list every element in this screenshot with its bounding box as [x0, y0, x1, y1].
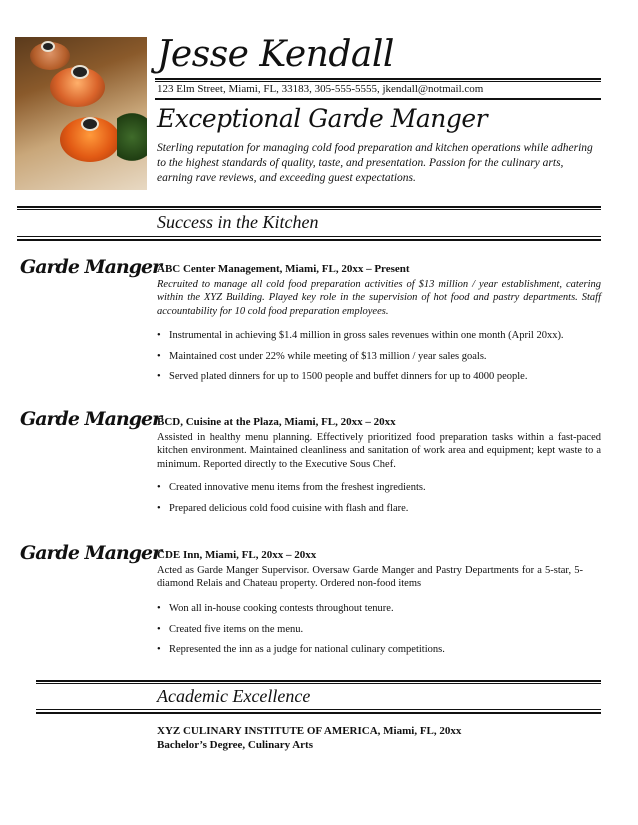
contact-info: 123 Elm Street, Miami, FL, 33183, 305-555-5555, jkendall@notmail.com: [157, 83, 484, 95]
job-heading: CDE Inn, Miami, FL, 20xx – 20xx: [157, 549, 317, 561]
list-item: • Represented the inn as a judge for national culinary competitions.: [157, 644, 445, 655]
job-bullets: [157, 329, 607, 391]
summary: Sterling reputation for managing cold food preparation and kitchen operations while adhering to the highest standards of quality, taste, and presentation. Passion for the culinary arts, earning rave reviews, and exceeding guest expectations.: [157, 142, 593, 184]
section-top-rule-thin: [17, 209, 601, 210]
list-item: • Created five items on the menu.: [157, 623, 304, 635]
job-description: Assisted in healthy menu planning. Effectively prioritized food preparation tasks within a fast-paced kitchen environment. Maintained cleanliness and sanitation of work area and equipment; kept waste to a minimum. Reported directly to the Executive Sous Chef.: [157, 432, 601, 470]
job-description: Acted as Garde Manger Supervisor. Oversaw Garde Manger and Pastry Departments for a 5-star, 5-diamond Relais and Chateau property. Ordered non-food items: [157, 565, 583, 590]
section-bottom-rule-thin: [36, 709, 601, 710]
job-title: Garde Manger: [20, 408, 162, 430]
header-food-photo: [15, 37, 147, 190]
list-item: • Served plated dinners for up to 1500 people and buffet dinners for up to 4000 people.: [157, 371, 528, 382]
education-degree: Bachelor’s Degree, Culinary Arts: [157, 739, 314, 751]
job-heading: ABC Center Management, Miami, FL, 20xx – Present: [157, 263, 410, 275]
section-bottom-rule: [36, 712, 601, 714]
section-top-rule: [36, 680, 601, 682]
list-item: • Won all in-house cooking contests throughout tenure.: [157, 603, 394, 614]
job-title: Garde Manger: [20, 542, 162, 564]
list-item: • Maintained cost under 22% while meeting of $13 million / year sales goals.: [157, 350, 487, 362]
headline: Exceptional Garde Manger: [157, 104, 488, 133]
list-item: • Prepared delicious cold food cuisine with flash and flare.: [157, 502, 409, 514]
contact-divider: [155, 98, 601, 100]
section-bottom-rule-thin: [17, 236, 601, 237]
section-title-education: Academic Excellence: [157, 686, 311, 706]
name-divider-thin: [155, 81, 601, 82]
job-bullets: [157, 481, 607, 522]
name-divider: [155, 78, 601, 80]
section-top-rule: [17, 206, 601, 208]
section-top-rule-thin: [36, 683, 601, 684]
job-title: Garde Manger: [20, 256, 162, 278]
list-item: • Instrumental in achieving $1.4 million in gross sales revenues within one month (April 20xx).: [157, 330, 564, 341]
section-bottom-rule: [17, 239, 601, 241]
education-school: XYZ CULINARY INSTITUTE OF AMERICA, Miami, FL, 20xx: [157, 725, 462, 737]
job-description: Recruited to manage all cold food preparation activities of $13 million / year establishment, catering within the XYZ Building. Played key role in the supervision of hot food and pastry departments. Staff accountability for 10 cold food preparation employees.: [157, 279, 601, 317]
job-bullets: [157, 602, 607, 664]
resume-name: Jesse Kendall: [157, 34, 394, 75]
job-heading: BCD, Cuisine at the Plaza, Miami, FL, 20xx – 20xx: [157, 416, 396, 428]
section-title-experience: Success in the Kitchen: [157, 212, 319, 232]
list-item: • Created innovative menu items from the freshest ingredients.: [157, 482, 426, 493]
